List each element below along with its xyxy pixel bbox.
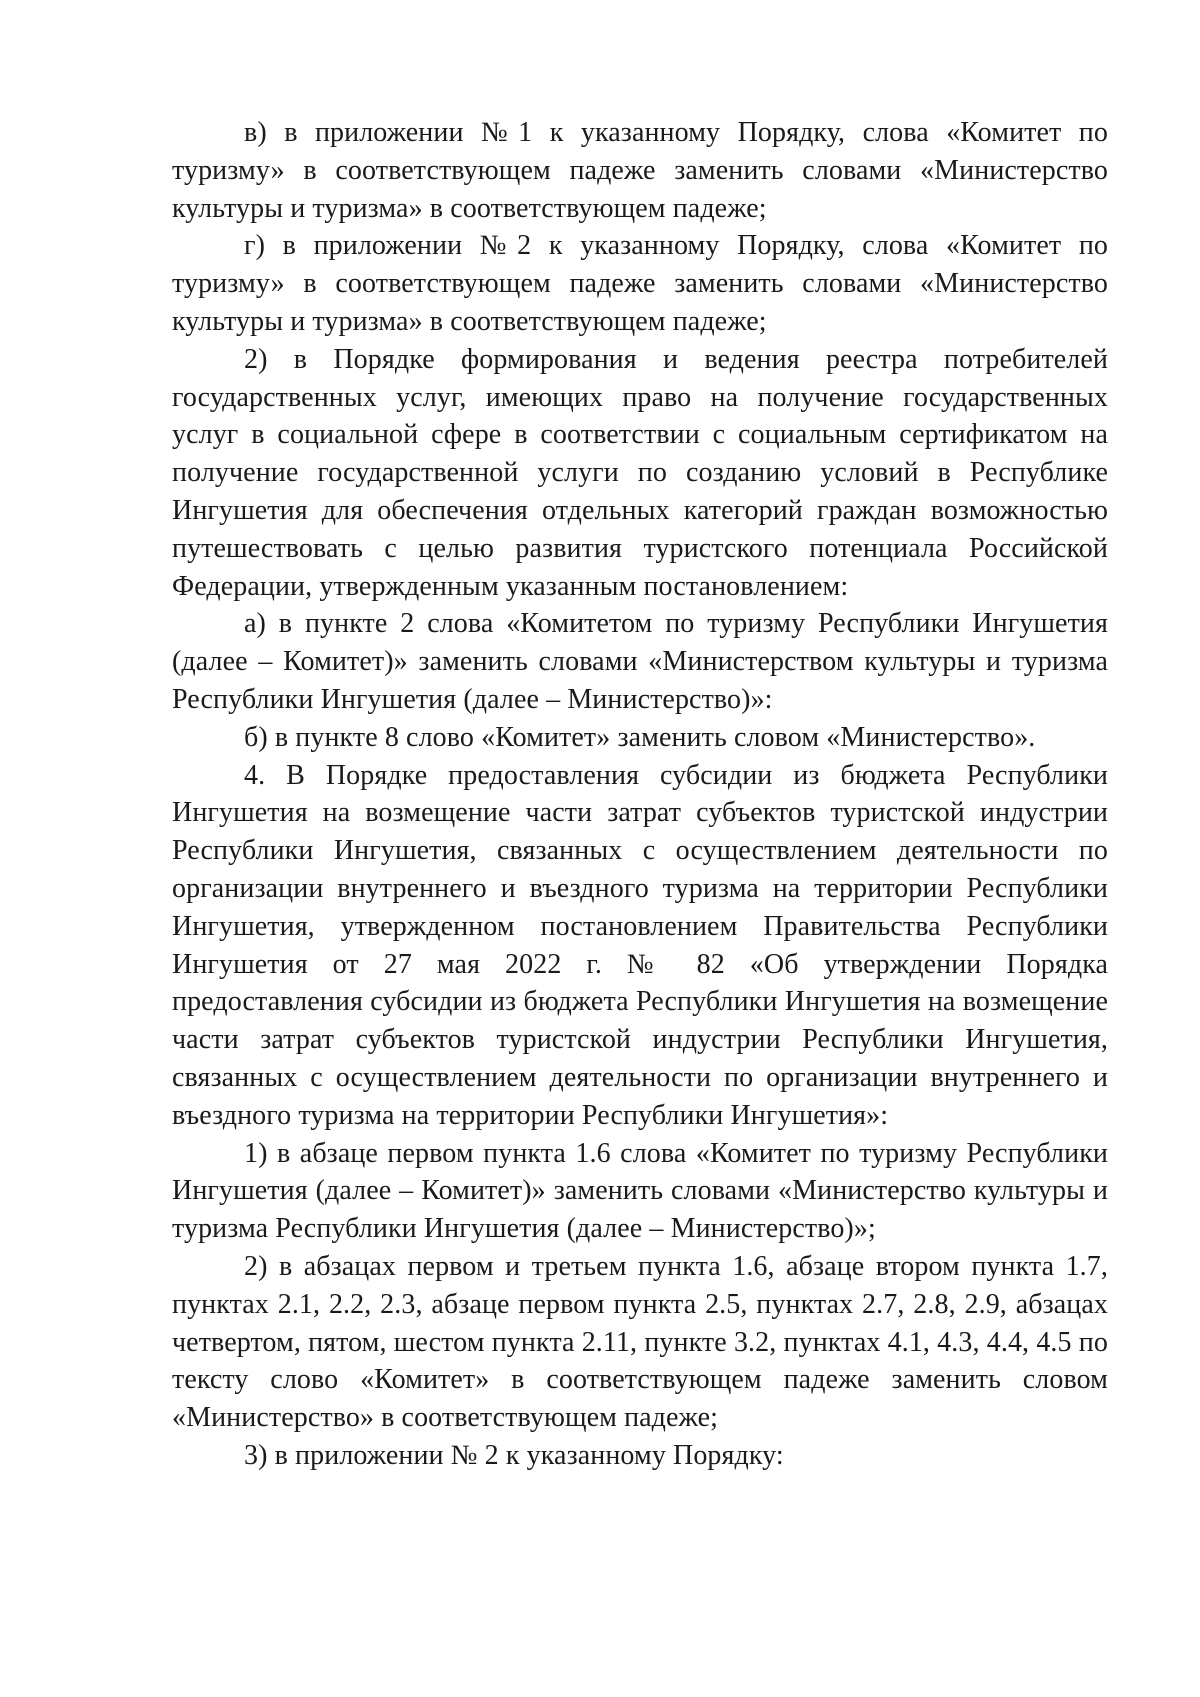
- paragraph-item-b: б) в пункте 8 слово «Комитет» заменить словом «Министерство».: [244, 721, 1036, 753]
- paragraph-item-v: в) в приложении №1 к указанному Порядку, слова «Комитет по туризму» в соответствующем падеже заменить словами «Министерство культуры и туризма» в соответствующем падеже;: [172, 117, 1108, 224]
- paragraph-item-2: 2) в абзацах первом и третьем пункта 1.6, абзаце втором пункта 1.7, пунктах 2.1, 2.2, 2.3, абзаце первом пункта 2.5, пунктах 2.7, 2.8, 2.9, абзацах четвертом, пятом, шестом пункта 2.11, пункте 3.2, пунктах 4.1, 4.3, 4.4, 4.5 по тексту слово «Комитет» в соответствующем падеже заменить словом «Министерство» в соответствующем падеже;: [172, 1250, 1108, 1434]
- paragraph-item-2-registry-order: 2) в Порядке формирования и ведения реестра потребителей государственных услуг, имеющих право на получение государственных услуг в социальной сфере в соответствии с социальным сертификатом на получение государственной услуги по созданию условий в Республике Ингушетия для обеспечения отдельных категорий граждан возможностью путешествовать с целью развития туристского потенциала Российской Федерации, утвержденным указанным постановлением:: [172, 343, 1108, 602]
- paragraph-section-4: 4. В Порядке предоставления субсидии из бюджета Республики Ингушетия на возмещение части затрат субъектов туристской индустрии Республики Ингушетия, связанных с осуществлением деятельности по организации внутреннего и въездного туризма на территории Республики Ингушетия, утвержденном постановлением Правительства Республики Ингушетия от 27 мая 2022 г. № 82 «Об утверждении Порядка предоставления субсидии из бюджета Республики Ингушетия на возмещение части затрат субъектов туристской индустрии Республики Ингушетия, связанных с осуществлением деятельности по организации внутреннего и въездного туризма на территории Республики Ингушетия»:: [172, 759, 1108, 1131]
- paragraph-item-a: а) в пункте 2 слова «Комитетом по туризму Республики Ингушетия (далее – Комитет)» заменить словами «Министерством культуры и туризма Республики Ингушетия (далее – Министерство)»:: [172, 608, 1108, 715]
- paragraph-item-1: 1) в абзаце первом пункта 1.6 слова «Комитет по туризму Республики Ингушетия (далее – Комитет)» заменить словами «Министерство культуры и туризма Республики Ингушетия (далее – Министерство)»;: [172, 1137, 1108, 1245]
- document-body: [172, 114, 1108, 1475]
- paragraph-item-3: 3) в приложении № 2 к указанному Порядку:: [244, 1439, 784, 1471]
- paragraph-item-g: г) в приложении №2 к указанному Порядку, слова «Комитет по туризму» в соответствующем падеже заменить словами «Министерство культуры и туризма» в соответствующем падеже;: [172, 230, 1108, 337]
